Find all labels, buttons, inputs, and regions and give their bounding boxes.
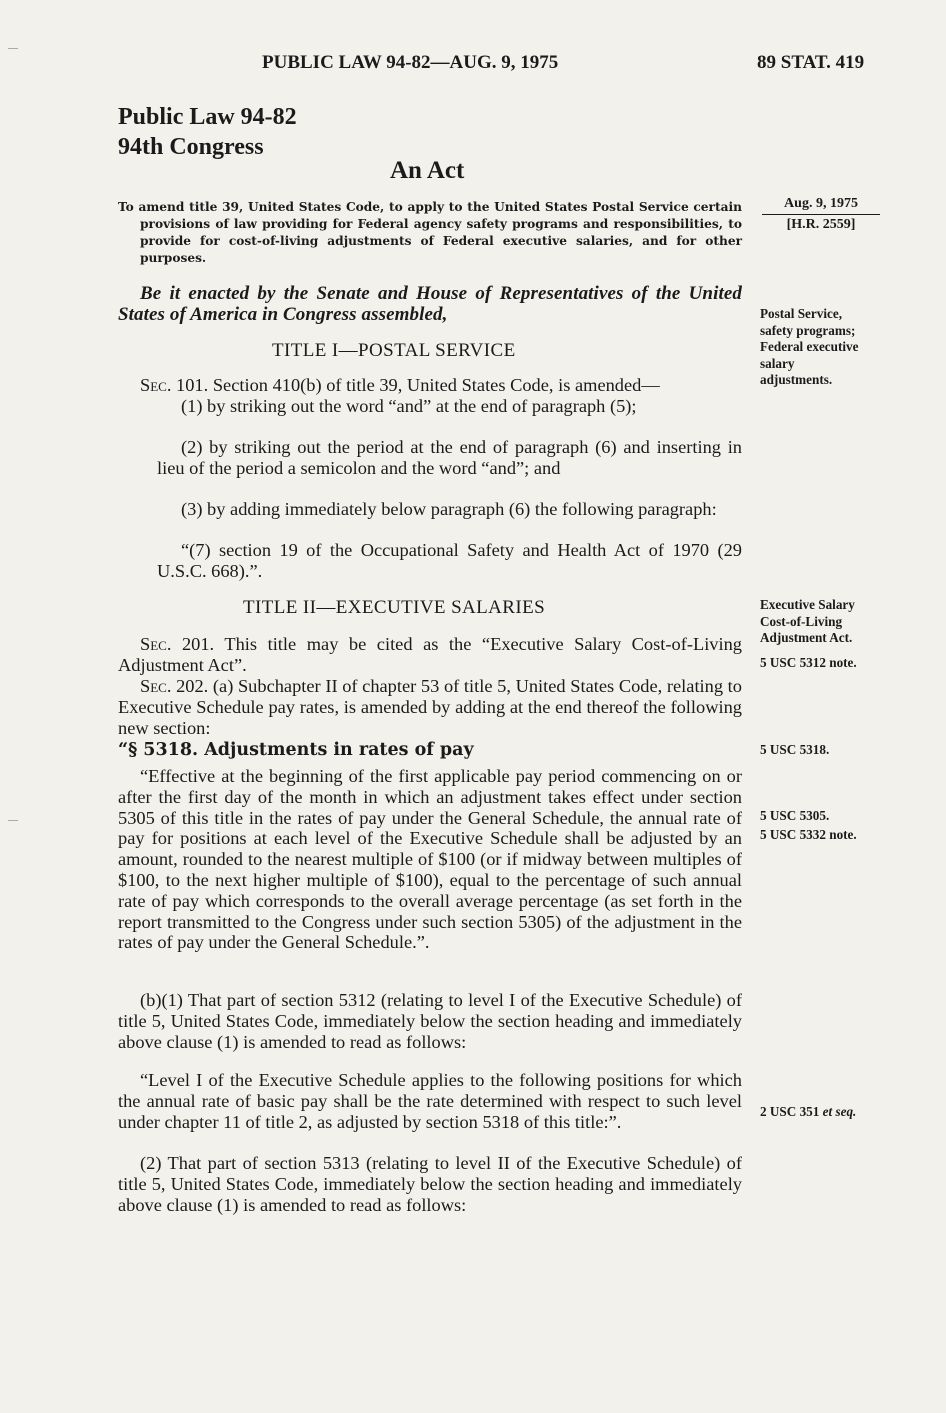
section-label: Sec. 202. [140, 676, 209, 696]
section-text: (a) Subchapter II of chapter 53 of title 5, United States Code, relating to Executive Schedule pay rates, is amended by adding at the end thereof the following new section: [118, 676, 742, 738]
sidenote-line: Postal Service, [760, 306, 843, 321]
running-title: PUBLIC LAW 94-82—AUG. 9, 1975 [262, 52, 559, 73]
sidenote-act-name [760, 597, 855, 647]
subsection-b1-quote: “Level I of the Executive Schedule applies to the following positions for which the annual rate of basic pay shall be the rate determined with respect to such level under chapter 11 of title 2, as adjusted by section 5318 of this title:”. [118, 1070, 742, 1132]
edge-mark [8, 820, 18, 821]
sidenote-351-seq: et seq. [822, 1104, 857, 1119]
section-5318-text: “Effective at the beginning of the first applicable pay period commencing on or after the first day of the month in which an adjustment takes effect under section 5305 of this title in the rates of pay under the General Schedule, the annual rate of pay for positions at each level of the Executive Schedule shall be adjusted by an amount, rounded to the nearest multiple of $100 (or if midway between multiples of $100, to the next higher multiple of $100), equal to the percentage of such annual rate of pay which corresponds to the overall average percentage (as set forth in the report transmitted to the Congress under such section 5305) of the adjustment in the rates of pay under the General Schedule.”. [118, 766, 742, 953]
act-label: An Act [390, 157, 465, 184]
sidenote-5318: 5 USC 5318. [760, 742, 830, 757]
sidenote-line: Adjustment Act. [760, 630, 853, 645]
sidenote-topic [760, 306, 859, 389]
stat-page: 89 STAT. 419 [757, 52, 865, 73]
sidenote-5332-note: 5 USC 5332 note. [760, 827, 857, 842]
subsection-b1: (b)(1) That part of section 5312 (relating to level I of the Executive Schedule) of title 5, United States Code, immediately below the section heading and immediately above clause (1) is amended to read as follows: [118, 990, 742, 1052]
enactment-date: Aug. 9, 1975 [762, 194, 880, 215]
subsection-b2: (2) That part of section 5313 (relating to level II of the Executive Schedule) of title 5, United States Code, immediately below the section heading and immediately above clause (1) is amended to read as follows: [118, 1153, 742, 1215]
sidenote-line: Cost-of-Living [760, 613, 843, 629]
sidenote-line: Executive Salary [760, 597, 855, 612]
section-202 [118, 676, 742, 738]
date-block [762, 194, 880, 235]
bill-number: [H.R. 2559] [786, 217, 856, 232]
sidenote-line: adjustments. [760, 372, 833, 387]
section-label: Sec. 201. [140, 634, 215, 654]
paragraph-2: (2) by striking out the period at the end of paragraph (6) and inserting in lieu of the period a semicolon and the word “and”; and [157, 437, 742, 478]
section-101 [118, 375, 742, 396]
law-number: Public Law 94-82 [118, 104, 297, 130]
long-title: To amend title 39, United States Code, to apply to the United States Postal Service certain provisions of law providing for Federal agency safety programs and responsibilities, to provide for cost-of-living adjustments of Federal executive salaries, and for other purposes. [118, 200, 742, 265]
paragraph-1: (1) by striking out the word “and” at the end of paragraph (5); [181, 396, 637, 416]
section-label: Sec. 101. [140, 375, 209, 395]
sidenote-351 [760, 1104, 856, 1121]
paragraph-3-quote: “(7) section 19 of the Occupational Safety and Health Act of 1970 (29 U.S.C. 668).”. [157, 540, 742, 581]
title-1-heading: TITLE I—POSTAL SERVICE [272, 340, 516, 361]
section-5318-heading: “§ 5318. Adjustments in rates of pay [118, 740, 474, 760]
sidenote-5312-note: 5 USC 5312 note. [760, 655, 857, 670]
title-2-heading: TITLE II—EXECUTIVE SALARIES [243, 597, 546, 618]
section-201 [118, 634, 742, 676]
congress: 94th Congress [118, 134, 264, 160]
paragraph-3: (3) by adding immediately below paragraph (6) the following paragraph: [181, 499, 717, 519]
section-text: Section 410(b) of title 39, United States Code, is amended— [212, 375, 660, 395]
law-identification [118, 102, 297, 162]
section-text: This title may be cited as the “Executive Salary Cost-of-Living Adjustment Act”. [118, 634, 743, 675]
sidenote-line: Federal executive [760, 339, 859, 354]
sidenote-line: safety programs; [760, 322, 856, 338]
sidenote-351-text: 2 USC 351 [760, 1104, 820, 1119]
enacting-clause: Be it enacted by the Senate and House of Representatives of the United States of America in Congress assembled, [118, 283, 742, 325]
sidenote-5305: 5 USC 5305. [760, 808, 830, 823]
sidenote-line: salary [760, 355, 795, 371]
edge-mark [8, 48, 18, 49]
